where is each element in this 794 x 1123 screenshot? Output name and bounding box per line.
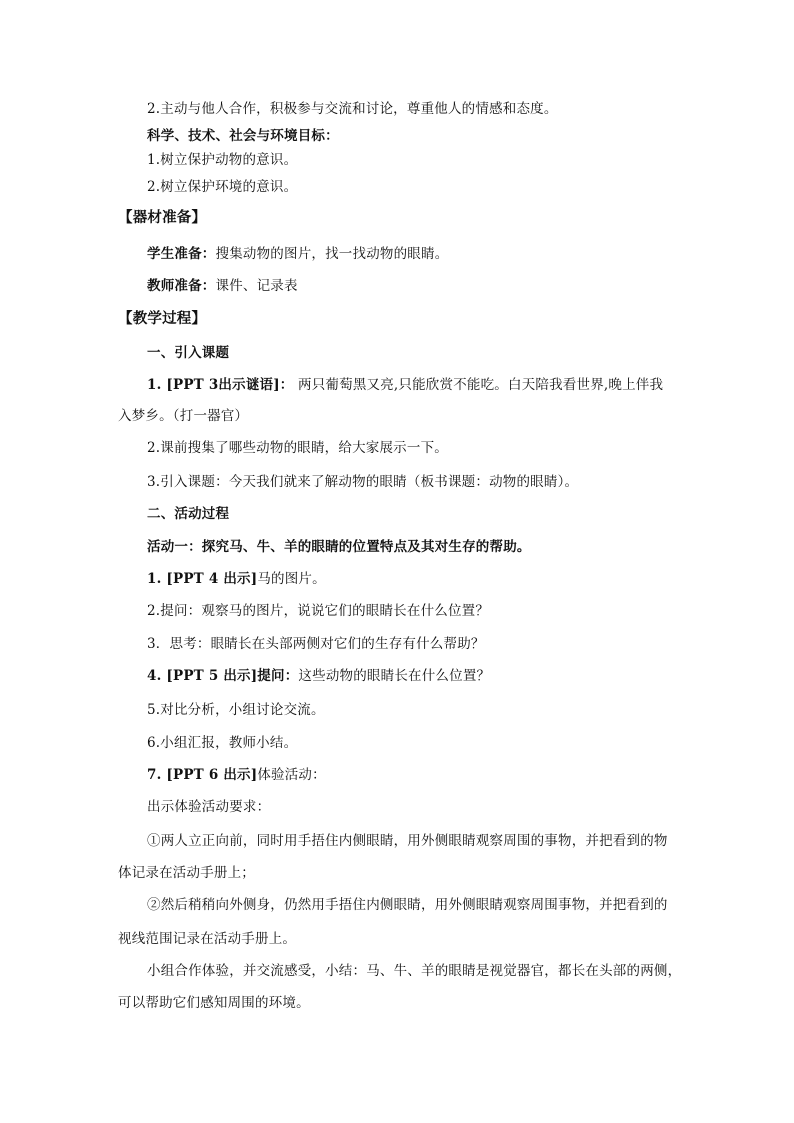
summary-cont: 可以帮助它们感知周围的环境。 <box>118 995 310 1011</box>
requirement-1-cont: 体记录在活动手册上； <box>118 865 255 881</box>
step-1-riddle <box>147 375 663 395</box>
student-prep-line <box>147 244 448 264</box>
summary: 小组合作体验，并交流感受，小结：马、牛、羊的眼睛是视觉器官，都长在头部的两侧， <box>147 963 682 979</box>
activity-step-4-text: 这些动物的眼睛长在什么位置？ <box>298 668 491 684</box>
sts-goal-item-1: 1.树立保护动物的意识。 <box>147 152 298 168</box>
activity-step-5: 5.对比分析，小组讨论交流。 <box>147 702 325 718</box>
activity-step-3: 3．思考：眼睛长在头部两侧对它们的生存有什么帮助？ <box>147 636 485 652</box>
section-1-heading: 一、引入课题 <box>147 345 230 361</box>
student-prep-text: 搜集动物的图片，找一找动物的眼睛。 <box>215 246 449 262</box>
activity-1-heading: 活动一：探究马、牛、羊的眼睛的位置特点及其对生存的帮助。 <box>147 539 531 555</box>
process-heading: 【教学过程】 <box>118 310 207 327</box>
step-2: 2.课前搜集了哪些动物的眼睛，给大家展示一下。 <box>147 440 448 456</box>
step-1-riddle-cont: 入梦乡。（打一器官） <box>118 408 249 424</box>
step-3: 3.引入课题：今天我们就来了解动物的眼睛（板书课题：动物的眼睛）。 <box>147 474 579 490</box>
activity-step-6: 6.小组汇报，教师小结。 <box>147 735 298 751</box>
activity-step-7 <box>147 765 326 785</box>
section-2-heading: 二、活动过程 <box>147 506 230 522</box>
activity-step-7-text: 体验活动： <box>257 767 326 783</box>
sts-goal-heading: 科学、技术、社会与环境目标： <box>147 128 339 144</box>
sts-goal-item-2: 2.树立保护环境的意识。 <box>147 179 298 195</box>
activity-step-4 <box>147 666 490 686</box>
experience-requirements-title: 出示体验活动要求： <box>147 799 271 815</box>
activity-step-1-label: 1. [PPT 4 出示] <box>147 571 258 587</box>
requirement-1: ①两人立正向前，同时用手捂住内侧眼睛，用外侧眼睛观察周围的事物，并把看到的物 <box>147 833 668 849</box>
step-1-ppt-label: 1. [PPT 3出示谜语]： <box>147 377 294 393</box>
step-1-riddle-text: 两只葡萄黑又亮,只能欣赏不能吃。白天陪我看世界,晚上伴我 <box>298 377 664 393</box>
teacher-prep-label: 教师准备： <box>147 278 216 294</box>
activity-step-1-text: 马的图片。 <box>257 571 326 587</box>
goal-item-cooperation: 2.主动与他人合作，积极参与交流和讨论，尊重他人的情感和态度。 <box>147 101 558 117</box>
activity-step-2: 2.提问：观察马的图片，说说它们的眼睛长在什么位置？ <box>147 603 490 619</box>
requirement-2-cont: 视线范围记录在活动手册上。 <box>118 931 297 947</box>
requirement-2: ②然后稍稍向外侧身，仍然用手捂住内侧眼睛，用外侧眼睛观察周围事物，并把看到的 <box>147 897 668 913</box>
teacher-prep-text: 课件、记录表 <box>215 278 298 294</box>
teacher-prep-line <box>147 276 298 296</box>
activity-step-7-label: 7. [PPT 6 出示] <box>147 767 258 783</box>
activity-step-1 <box>147 569 326 589</box>
materials-heading: 【器材准备】 <box>118 209 207 226</box>
student-prep-label: 学生准备： <box>147 246 216 262</box>
activity-step-4-label: 4. [PPT 5 出示]提问： <box>147 668 299 684</box>
